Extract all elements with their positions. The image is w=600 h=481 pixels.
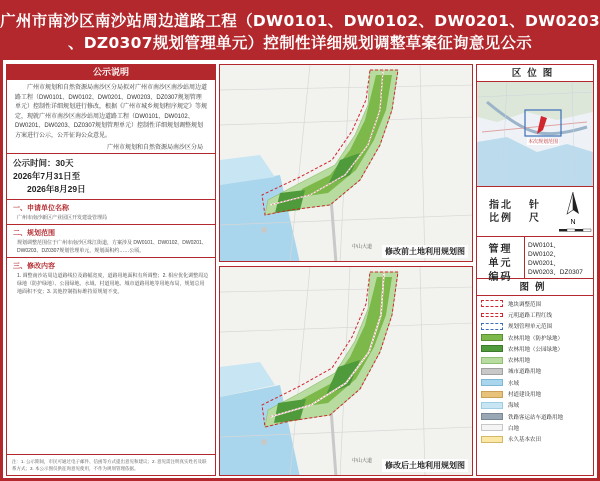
notice-heading: 公示说明 (7, 65, 215, 80)
page-title-line-1: 广州市南沙区南沙站周边道路工程（DW0101、DW0102、DW0201、DW0203 (0, 11, 600, 30)
section-scope (7, 224, 215, 257)
legend-item (481, 400, 589, 411)
road-label: 中山大道 (352, 458, 373, 464)
compass-label (477, 199, 525, 225)
section-title: 一、申请单位名称 (13, 205, 69, 212)
legend-label: 村道建设用地 (508, 392, 542, 399)
unit-code-label (477, 237, 525, 283)
legend-item (481, 422, 589, 433)
location-map[interactable] (477, 82, 593, 187)
map-after[interactable] (219, 266, 473, 476)
road-label: 中山大道 (352, 244, 373, 250)
legend-swatch (481, 345, 503, 352)
title-bar (0, 3, 600, 60)
legend-swatch (481, 391, 503, 398)
legend-label: 规划管理单元范围 (508, 324, 553, 331)
section-body: 规划调整范围位于广州市南沙区珠江街道，方案涉及 DW0101、DW0102、DW0201、DW0203、DZ0307规划管理单元，规划面积约……公顷。 (17, 240, 207, 254)
section-changes (7, 257, 215, 298)
section-title: 二、规划范围 (13, 230, 55, 237)
period-range-end: 2026年8月29日 (27, 184, 86, 194)
unit-code-row (477, 237, 593, 283)
notice-body: 广州市规划和自然资源局南沙区分局拟对广州市南沙区南沙站周边道路工程（DW0101、DW0102、DW0201、DW0203、DZ0307规划管理单元）控制性详细规划进行修改，根据《广州市城乡规划程序规定》等规定，现就广州市南沙区南沙站周边道路工程（DW0101、DW0102、DW0201、DW0203、DZ0307规划管理单元）控制性详细规划调整规划方案进行公示，公开征询公众意见。 (15, 85, 208, 139)
legend-item (481, 298, 589, 309)
location-marker-label: 本次规划范围 (528, 139, 559, 145)
legend-swatch (481, 368, 503, 375)
legend-swatch (481, 402, 503, 409)
legend-item (481, 366, 589, 377)
legend-swatch (481, 413, 503, 420)
location-map-drawing (477, 82, 593, 187)
section-body: 1. 调整南沙站周边道路线位及路幅宽度，道路用地面积有所调整；2. 相应优化调整周边绿地（防护绿地）、公园绿地、水域、村道用地、城市道路用地等用地布局，规划总用地面积不变；3. 其他控制指标维持原规划不变。 (17, 273, 209, 295)
location-heading: 区位图 (477, 65, 593, 82)
legend-swatch (481, 424, 503, 431)
section-applicant (7, 199, 215, 224)
unit-code-value: DW0101、DW0102、DW0201、DW0203、DZ0307 (528, 242, 583, 276)
legend-label: 农林用地（公园绿地） (508, 346, 564, 353)
section-title: 三、修改内容 (13, 263, 55, 270)
legend-swatch (481, 357, 503, 364)
info-panel (476, 64, 594, 476)
legend-label: 白地 (508, 425, 520, 432)
legend (477, 296, 593, 447)
notice-signature: 广州市规划和自然资源局南沙区分局 (106, 145, 203, 151)
period-range-start: 2026年7月31日至 (13, 171, 81, 181)
north-arrow-icon (549, 188, 597, 236)
page-title-line-2: 、DZ0307规划管理单元）控制性详细规划调整草案征询意见公示 (67, 33, 533, 52)
legend-item (481, 332, 589, 343)
legend-heading: 图例 (477, 279, 593, 296)
map-before-drawing (220, 65, 473, 262)
legend-item (481, 343, 589, 354)
unit-code-label-text: 管理单元编码 (488, 244, 513, 283)
legend-item (481, 377, 589, 388)
legend-swatch (481, 334, 503, 341)
legend-swatch (481, 323, 503, 330)
footnotes: 注：1. 公示期间，市民可通过电子邮件、信函等方式提出意见和建议；2. 意见需注明真实姓名及联系方式；3. 本公示图仅供征询意见使用，不作为规划管理依据。 (7, 454, 215, 475)
legend-item (481, 388, 589, 399)
legend-swatch (481, 436, 503, 443)
legend-swatch (481, 379, 503, 386)
legend-item (481, 411, 589, 422)
compass-label-right-text: 针尺 (529, 199, 541, 224)
legend-item (481, 309, 589, 320)
compass-label-text: 指北 比例 (489, 199, 513, 224)
compass-box (545, 187, 593, 236)
map-before-caption: 修改前土地利用规划图 (382, 245, 468, 258)
legend-item (481, 321, 589, 332)
legend-item (481, 434, 589, 445)
legend-label: 地块调整范围 (508, 301, 542, 308)
legend-label: 农林用地（防护绿地） (508, 335, 564, 342)
north-letter: N (570, 219, 576, 226)
legend-label: 铁路客运站车道路用地 (508, 414, 564, 421)
legend-label: 城市道路用地 (508, 369, 542, 376)
legend-item (481, 354, 589, 365)
map-after-caption: 修改后土地利用规划图 (382, 459, 468, 472)
compass-scale-row (477, 187, 593, 237)
notice-panel (6, 64, 216, 476)
legend-label: 元明道路工程红线 (508, 312, 553, 319)
period-label: 公示时间：30天 (13, 158, 74, 168)
publicity-period (7, 153, 215, 199)
map-after-drawing (220, 267, 473, 476)
section-body: 广州市南沙新区产业园区开发建设管理局 (17, 215, 108, 221)
legend-label: 水域 (508, 380, 520, 387)
legend-label: 农林用地 (508, 358, 531, 365)
legend-swatch (481, 313, 503, 317)
map-before[interactable] (219, 64, 473, 262)
legend-swatch (481, 300, 503, 307)
compass-label-right (525, 199, 545, 225)
legend-label: 海域 (508, 403, 520, 410)
legend-label: 永久基本农田 (508, 437, 542, 444)
